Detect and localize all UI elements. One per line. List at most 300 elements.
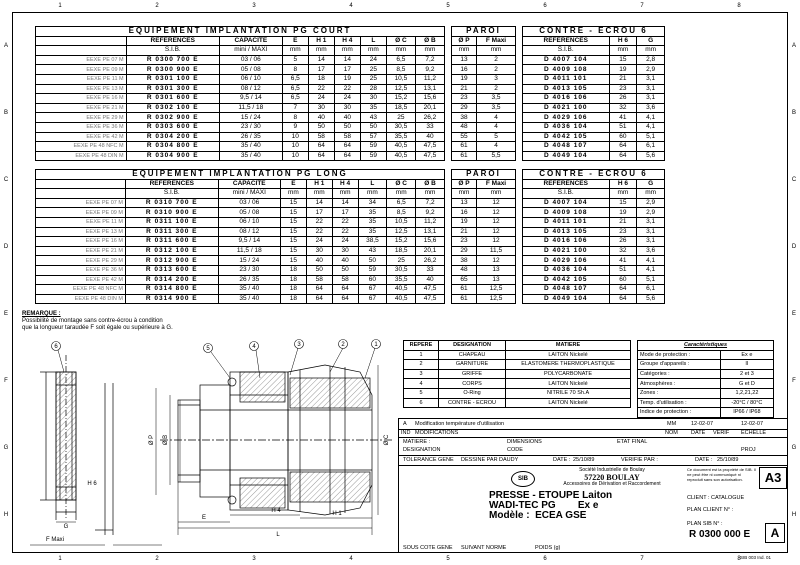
col-subheader: mm: [609, 46, 637, 56]
value-cell: 48: [452, 122, 477, 132]
value-cell: 43: [360, 113, 386, 123]
value-cell: 40,5: [386, 142, 415, 152]
value-cell: 23 / 30: [218, 265, 280, 275]
reference: R 0302 100 E: [126, 103, 219, 113]
value-cell: 40: [416, 275, 445, 285]
value-cell: 24: [360, 55, 386, 65]
contre-title: CONTRE - ECROU 6: [523, 27, 665, 37]
value-cell: 7: [282, 103, 308, 113]
parts-cell: GARNITURE: [438, 360, 505, 370]
ruler-mark: B: [3, 110, 8, 116]
value-cell: 6,5: [282, 84, 308, 94]
value-cell: 11,2: [415, 74, 444, 84]
client-label: CLIENT :: [687, 495, 710, 501]
value-cell: 30: [360, 94, 386, 104]
value-cell: 22: [306, 217, 332, 227]
value-cell: 11,5 / 18: [218, 246, 280, 256]
col-subheader: S.I.B.: [126, 46, 219, 56]
col-header: H 4: [332, 179, 358, 189]
value-cell: 40: [415, 132, 444, 142]
ruler-mark: 8: [737, 3, 741, 9]
parts-cell: 2: [404, 360, 439, 370]
col-subheader: mm: [308, 46, 334, 56]
value-cell: 05 / 08: [218, 208, 280, 218]
value-cell: 18,5: [386, 103, 415, 113]
ruler-mark: 5: [446, 3, 450, 9]
dim-h6: H 6: [87, 481, 97, 487]
parts-cell: CONTRE - ECROU: [438, 398, 505, 408]
value-cell: 40,5: [387, 285, 416, 295]
col-header: F Maxi: [477, 179, 516, 189]
value-cell: 21: [609, 74, 637, 84]
date3-label: DATE :: [695, 457, 713, 463]
company-line-2: 57220 BOULAY: [584, 473, 640, 482]
remarque-title: REMARQUE :: [22, 311, 61, 317]
value-cell: 6,5: [282, 94, 308, 104]
caract-label: Atmosphères :: [638, 379, 721, 389]
model-code: EEXE PE 48 NFC M: [36, 285, 126, 295]
value-cell: 64: [609, 142, 637, 152]
value-cell: 06 / 10: [219, 74, 282, 84]
value-cell: 10: [282, 142, 308, 152]
parts-header: REPERE: [404, 341, 439, 351]
value-cell: 12: [477, 237, 516, 247]
caract-label: Indice de protection :: [638, 408, 721, 418]
col-subheader: mm: [306, 189, 332, 199]
value-cell: 21: [452, 227, 477, 237]
parts-cell: LAITON Nickelé: [506, 350, 631, 360]
reference: R 0302 900 E: [126, 113, 219, 123]
format-box: [759, 467, 787, 489]
value-cell: 35: [358, 208, 387, 218]
value-cell: 61: [452, 285, 477, 295]
callout-2: 2: [341, 342, 345, 348]
col-header: REFERENCES: [125, 179, 218, 189]
value-cell: 3,1: [637, 227, 665, 237]
value-cell: 12: [477, 227, 516, 237]
value-cell: 15 / 24: [218, 256, 280, 266]
reference: D 4029 106: [523, 113, 610, 123]
reference: D 4016 106: [523, 94, 610, 104]
verifie-label: VERIFIE PAR :: [621, 457, 658, 463]
callout-3: 3: [297, 342, 301, 348]
model-code: EEXE PE 29 M: [36, 113, 127, 123]
callout-4: 4: [252, 344, 256, 350]
value-cell: 60: [609, 275, 637, 285]
plan-label: PLAN SIB N° :: [687, 521, 723, 527]
value-cell: 30,5: [387, 265, 416, 275]
col-subheader: mm: [358, 189, 387, 199]
parts-cell: CHAPEAU: [438, 350, 505, 360]
table-row: [638, 398, 774, 408]
value-cell: 33: [416, 265, 445, 275]
value-cell: 17: [334, 65, 360, 75]
value-cell: 30: [332, 246, 358, 256]
value-cell: 50: [308, 122, 334, 132]
table-row: [638, 408, 774, 418]
reference: D 4021 100: [523, 246, 610, 256]
reference: D 4009 108: [523, 208, 610, 218]
paroi-title: PAROI: [452, 27, 516, 37]
product-line-3: Modèle : ECEA GSE: [489, 510, 587, 521]
value-cell: 64: [306, 294, 332, 304]
reference: R 0312 900 E: [125, 256, 218, 266]
reference: R 0310 700 E: [125, 198, 218, 208]
reference: D 4042 105: [523, 275, 610, 285]
company-logo: [511, 471, 535, 487]
reference: D 4013 105: [523, 227, 610, 237]
reference: R 0311 600 E: [125, 237, 218, 247]
col-subheader: mm: [332, 189, 358, 199]
reference: D 4011 101: [523, 74, 610, 84]
value-cell: 3,1: [637, 94, 665, 104]
ruler-mark: D: [3, 244, 9, 250]
code-label: CODE: [507, 447, 523, 453]
col-subheader: mini / MAXI: [218, 189, 280, 199]
date2-value: 25/10/89: [573, 457, 595, 463]
callout-6: 6: [54, 344, 58, 350]
value-cell: 58: [332, 275, 358, 285]
value-cell: 59: [360, 142, 386, 152]
value-cell: 12,5: [477, 285, 516, 295]
value-cell: 48: [452, 265, 477, 275]
value-cell: 3,5: [477, 103, 516, 113]
value-cell: 17: [306, 208, 332, 218]
reference: R 0314 900 E: [125, 294, 218, 304]
value-cell: 4,1: [637, 265, 665, 275]
reference: D 4036 104: [523, 265, 610, 275]
table-row: [404, 388, 631, 398]
characteristics-table: [637, 340, 774, 418]
value-cell: 6,1: [637, 285, 665, 295]
value-cell: 26 / 35: [219, 132, 282, 142]
value-cell: 7,2: [415, 55, 444, 65]
value-cell: 58: [308, 132, 334, 142]
ruler-mark: 7: [640, 3, 644, 9]
value-cell: 61: [452, 142, 477, 152]
value-cell: 61: [452, 151, 477, 161]
format-value: A3: [764, 470, 782, 485]
value-cell: 15: [280, 217, 306, 227]
value-cell: 08 / 12: [219, 84, 282, 94]
tolerance-label: TOLERANCE GENE: [403, 457, 454, 463]
title-block: [398, 418, 788, 553]
col-header: Ø B: [416, 179, 445, 189]
dim-p: Ø P: [149, 434, 155, 446]
value-cell: 23: [609, 227, 637, 237]
reference: D 4029 106: [523, 256, 610, 266]
value-cell: 40: [334, 113, 360, 123]
value-cell: 64: [609, 294, 637, 304]
value-cell: 11,5: [477, 246, 516, 256]
value-cell: 2,9: [637, 198, 665, 208]
dim-h1: H 1: [332, 511, 342, 517]
value-cell: 34: [358, 198, 387, 208]
value-cell: 15,6: [415, 94, 444, 104]
col-subheader: mini / MAXI: [219, 46, 282, 56]
callout-1: 1: [374, 342, 378, 348]
table-row: [638, 379, 774, 389]
ruler-mark: 4: [349, 556, 353, 562]
value-cell: 40: [332, 256, 358, 266]
parts-cell: LAITON Nickelé: [506, 398, 631, 408]
table-row: [404, 350, 631, 360]
ruler-mark: A: [791, 43, 796, 49]
value-cell: 58: [334, 132, 360, 142]
value-cell: 2: [477, 65, 516, 75]
value-cell: 15: [280, 227, 306, 237]
value-cell: 9,5 / 14: [218, 237, 280, 247]
col-subheader: mm: [637, 189, 665, 199]
parts-cell: 6: [404, 398, 439, 408]
plan-value: R 0300 000 E: [689, 529, 751, 540]
table-row: [404, 369, 631, 379]
model-code: EEXE PE 48 NFC M: [36, 142, 127, 152]
reference: R 0313 600 E: [125, 265, 218, 275]
value-cell: 2: [477, 55, 516, 65]
echelle-label: ECHELLE: [741, 430, 767, 436]
value-cell: 5,6: [637, 294, 665, 304]
model-code: EEXE PE 48 DIN M: [36, 151, 127, 161]
col-header: REFERENCES: [523, 36, 610, 46]
col-subheader: mm: [452, 46, 477, 56]
col-subheader: mm: [386, 46, 415, 56]
value-cell: 14: [306, 198, 332, 208]
reference: R 0304 800 E: [126, 142, 219, 152]
remarque-line-1: Possibilité de montage sans contre-écrou à condition: [22, 318, 163, 324]
value-cell: 18: [280, 275, 306, 285]
caract-value: -20°C / 80°C: [720, 398, 773, 408]
product-line-1: PRESSE - ETOUPE Laiton: [489, 490, 613, 501]
paroi-lines: [95, 383, 113, 535]
value-cell: 19: [452, 74, 477, 84]
value-cell: 19: [334, 74, 360, 84]
value-cell: 03 / 06: [218, 198, 280, 208]
logo-text: SIB: [517, 476, 528, 482]
value-cell: 24: [306, 237, 332, 247]
caract-value: 1,2,21,22: [720, 388, 773, 398]
ind-final: A: [770, 526, 780, 540]
value-cell: 9,5 / 14: [219, 94, 282, 104]
value-cell: 25: [386, 113, 415, 123]
caract-label: Temp. d'utilisation :: [638, 398, 721, 408]
ruler-mark: 3: [252, 3, 256, 9]
value-cell: 43: [358, 246, 387, 256]
dessine-label: DESSINE PAR :: [461, 457, 501, 463]
col-header: H 6: [609, 36, 637, 46]
value-cell: 29: [452, 246, 477, 256]
model-code: EEXE PE 29 M: [36, 256, 126, 266]
col-subheader: mm: [477, 189, 516, 199]
col-header: G: [637, 179, 665, 189]
model-code: EEXE PE 07 M: [36, 55, 127, 65]
contre-ecrou-view: [40, 355, 76, 520]
reference: R 0310 900 E: [125, 208, 218, 218]
value-cell: 15: [280, 198, 306, 208]
model-code: EEXE PE 21 M: [36, 246, 126, 256]
reference: R 0312 100 E: [125, 246, 218, 256]
reference: R 0303 600 E: [126, 122, 219, 132]
reference: D 4048 107: [523, 142, 610, 152]
reference: R 0311 300 E: [125, 227, 218, 237]
reference: R 0301 300 E: [126, 84, 219, 94]
value-cell: 22: [308, 84, 334, 94]
caract-value: 2 et 3: [720, 369, 773, 379]
value-cell: 23 / 30: [219, 122, 282, 132]
modif-by: MM: [667, 421, 677, 427]
value-cell: 12,5: [386, 84, 415, 94]
value-cell: 3: [477, 74, 516, 84]
value-cell: 23: [452, 237, 477, 247]
verif-label: VERIF: [713, 430, 730, 436]
parts-cell: POLYCARBONATE: [506, 369, 631, 379]
value-cell: 64: [334, 151, 360, 161]
value-cell: 40: [306, 256, 332, 266]
client-value: CATALOGUE: [711, 495, 745, 501]
value-cell: 18: [280, 285, 306, 295]
value-cell: 10: [282, 132, 308, 142]
value-cell: 5,1: [637, 275, 665, 285]
poids-label: POIDS (g): [535, 545, 561, 551]
value-cell: 15,2: [386, 94, 415, 104]
value-cell: 23: [452, 94, 477, 104]
value-cell: 19: [609, 65, 637, 75]
value-cell: 12: [477, 217, 516, 227]
model-code: EEXE PE 42 M: [36, 132, 127, 142]
col-header: E: [282, 36, 308, 46]
value-cell: 29: [452, 103, 477, 113]
value-cell: 59: [360, 151, 386, 161]
ruler-mark: H: [3, 512, 9, 518]
parts-cell: GRIFFE: [438, 369, 505, 379]
table-title: EQUIPEMENT IMPLANTATION PG COURT: [36, 27, 445, 37]
modif-letter: A: [403, 421, 407, 427]
value-cell: 67: [358, 285, 387, 295]
ruler-mark: 6: [543, 3, 547, 9]
value-cell: 33: [415, 122, 444, 132]
value-cell: 64: [332, 294, 358, 304]
value-cell: 15,6: [416, 237, 445, 247]
value-cell: 13: [477, 275, 516, 285]
col-subheader: mm: [452, 189, 477, 199]
value-cell: 14: [308, 55, 334, 65]
value-cell: 12: [477, 256, 516, 266]
value-cell: 7,2: [416, 198, 445, 208]
value-cell: 15,2: [387, 237, 416, 247]
col-subheader: mm: [334, 46, 360, 56]
value-cell: 13: [452, 198, 477, 208]
parts-cell: NITRILE 70 Sh.A: [506, 388, 631, 398]
reference: R 0304 200 E: [126, 132, 219, 142]
value-cell: 24: [308, 94, 334, 104]
ruler-mark: F: [4, 378, 8, 384]
col-header: H 1: [308, 36, 334, 46]
value-cell: 50: [358, 256, 387, 266]
col-header: Ø C: [386, 36, 415, 46]
value-cell: 4,1: [637, 122, 665, 132]
suivant-label: SUIVANT NORME: [461, 545, 507, 551]
value-cell: 35 / 40: [218, 294, 280, 304]
col-subheader: S.I.B.: [125, 189, 218, 199]
plan-client-label: PLAN CLIENT N° :: [687, 507, 734, 513]
value-cell: 64: [332, 285, 358, 295]
model-code: EEXE PE 11 M: [36, 217, 126, 227]
rights-note: Ce document est la propriété de SIB. Il ne peut être ni communiqué ni reproduit sans son autorisation.: [687, 467, 756, 482]
value-cell: 41: [609, 256, 637, 266]
col-header: E: [280, 179, 306, 189]
ruler-mark: F: [792, 378, 796, 384]
parts-cell: ELASTOMERE THERMOPLASTIQUE: [506, 360, 631, 370]
col-header: F Maxi: [477, 36, 516, 46]
col-header: L: [360, 36, 386, 46]
parts-cell: O-Ring: [438, 388, 505, 398]
value-cell: 58: [306, 275, 332, 285]
modifs-label: MODIFICATIONS: [415, 430, 459, 436]
etat-label: ETAT FINAL: [617, 439, 648, 445]
value-cell: 24: [332, 237, 358, 247]
col-header: REFERENCES: [523, 179, 610, 189]
value-cell: 26: [609, 237, 637, 247]
value-cell: 35 / 40: [219, 142, 282, 152]
model-code: EEXE PE 16 M: [36, 94, 127, 104]
value-cell: 16: [452, 65, 477, 75]
value-cell: 10,5: [387, 217, 416, 227]
value-cell: 9: [282, 122, 308, 132]
value-cell: 8: [282, 65, 308, 75]
value-cell: 18: [280, 294, 306, 304]
value-cell: 60: [609, 132, 637, 142]
modif-text: Modification température d'utilisation: [415, 421, 505, 427]
value-cell: 4,1: [637, 256, 665, 266]
ruler-mark: H: [791, 512, 797, 518]
date-label: DATE: [691, 430, 706, 436]
value-cell: 59: [358, 265, 387, 275]
modif-date: 12-02-07: [691, 421, 714, 427]
model-code: EEXE PE 13 M: [36, 227, 126, 237]
value-cell: 11,5 / 18: [219, 103, 282, 113]
value-cell: 25: [387, 256, 416, 266]
caract-value: G et D: [720, 379, 773, 389]
parts-list-table: [403, 340, 631, 408]
reference: D 4042 105: [523, 132, 610, 142]
value-cell: 2,9: [637, 65, 665, 75]
value-cell: 47,5: [416, 294, 445, 304]
value-cell: 40,5: [387, 294, 416, 304]
value-cell: 19: [609, 208, 637, 218]
model-code: EEXE PE 09 M: [36, 208, 126, 218]
value-cell: 22: [334, 84, 360, 94]
value-cell: 38: [452, 256, 477, 266]
value-cell: 17: [308, 65, 334, 75]
model-code: EEXE PE 42 M: [36, 275, 126, 285]
value-cell: 38,5: [358, 237, 387, 247]
value-cell: 18,5: [387, 246, 416, 256]
reference: R 0304 900 E: [126, 151, 219, 161]
ruler-mark: 2: [155, 556, 159, 562]
value-cell: 55: [452, 132, 477, 142]
value-cell: 4: [477, 142, 516, 152]
value-cell: 6,5: [387, 198, 416, 208]
col-subheader: S.I.B.: [523, 46, 610, 56]
value-cell: 64: [308, 142, 334, 152]
caract-label: Groupe d'appareils :: [638, 360, 721, 370]
reference: R 0300 900 E: [126, 65, 219, 75]
col-header: Ø P: [452, 36, 477, 46]
table-row: [638, 360, 774, 370]
value-cell: 17: [332, 208, 358, 218]
value-cell: 35: [358, 227, 387, 237]
dim-g: G: [63, 524, 69, 530]
